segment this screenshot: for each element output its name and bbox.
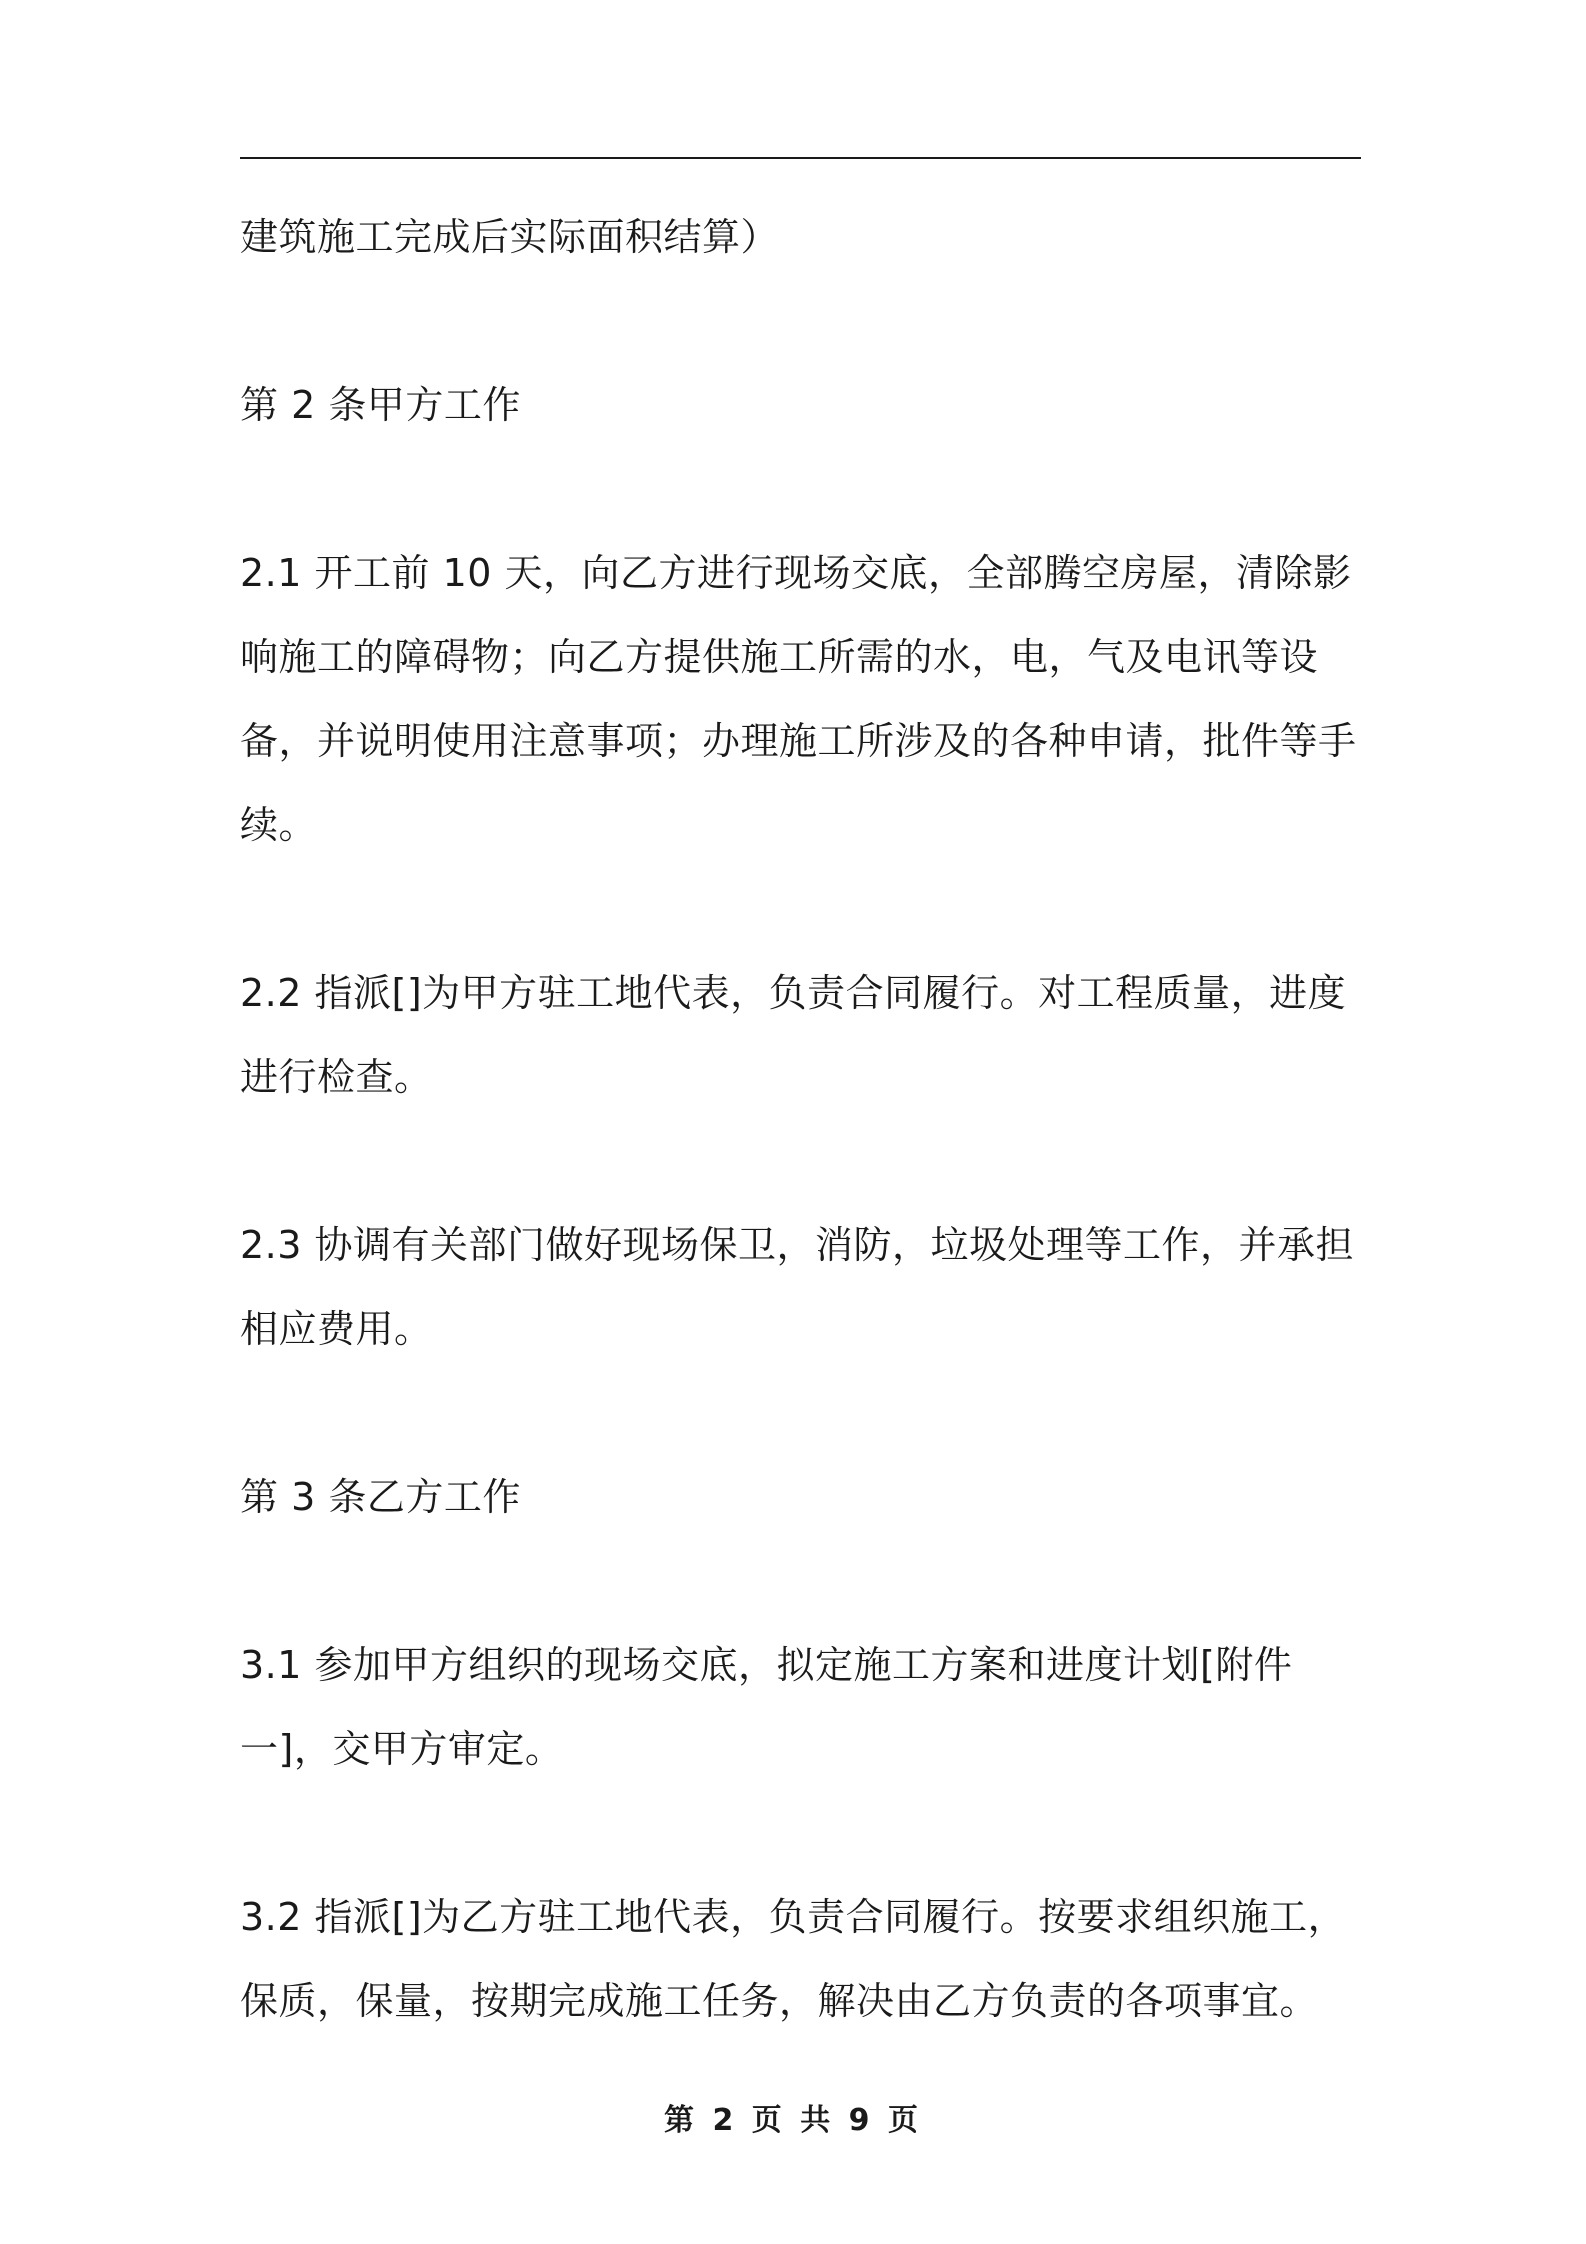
- paragraph-spacer: [240, 1791, 1361, 1875]
- section-heading: 第 3 条乙方工作: [240, 1475, 521, 1519]
- clause-paragraph: 2.2 指派[]为甲方驻工地代表，负责合同履行。对工程质量，进度进行检查。: [240, 971, 1347, 1099]
- paragraph: 建筑施工完成后实际面积结算）: [240, 215, 780, 259]
- paragraph-spacer: [240, 1539, 1361, 1623]
- clause-paragraph: 3.1 参加甲方组织的现场交底，拟定施工方案和进度计划[附件一]，交甲方审定。: [240, 1643, 1293, 1771]
- clause-paragraph: 2.1 开工前 10 天，向乙方进行现场交底，全部腾空房屋，清除影响施工的障碍物；向乙方提供施工所需的水，电，气及电讯等设备，并说明使用注意事项；办理施工所涉及的各种申请，批件等手续。: [240, 551, 1357, 847]
- page-number: 第 2 页 共 9 页: [664, 2103, 922, 2138]
- paragraph-spacer: [240, 1119, 1361, 1203]
- section-heading: 第 2 条甲方工作: [240, 383, 521, 427]
- paragraph-spacer: [240, 279, 1361, 363]
- header-divider: [240, 157, 1361, 159]
- paragraph-spacer: [240, 867, 1361, 951]
- paragraph-spacer: [240, 1371, 1361, 1455]
- paragraph-spacer: [240, 447, 1361, 531]
- clause-paragraph: 2.3 协调有关部门做好现场保卫，消防，垃圾处理等工作，并承担相应费用。: [240, 1223, 1355, 1351]
- document-body: [240, 195, 1361, 2043]
- clause-paragraph: 3.2 指派[]为乙方驻工地代表，负责合同履行。按要求组织施工，保质，保量，按期完成施工任务，解决由乙方负责的各项事宜。: [240, 1895, 1347, 2023]
